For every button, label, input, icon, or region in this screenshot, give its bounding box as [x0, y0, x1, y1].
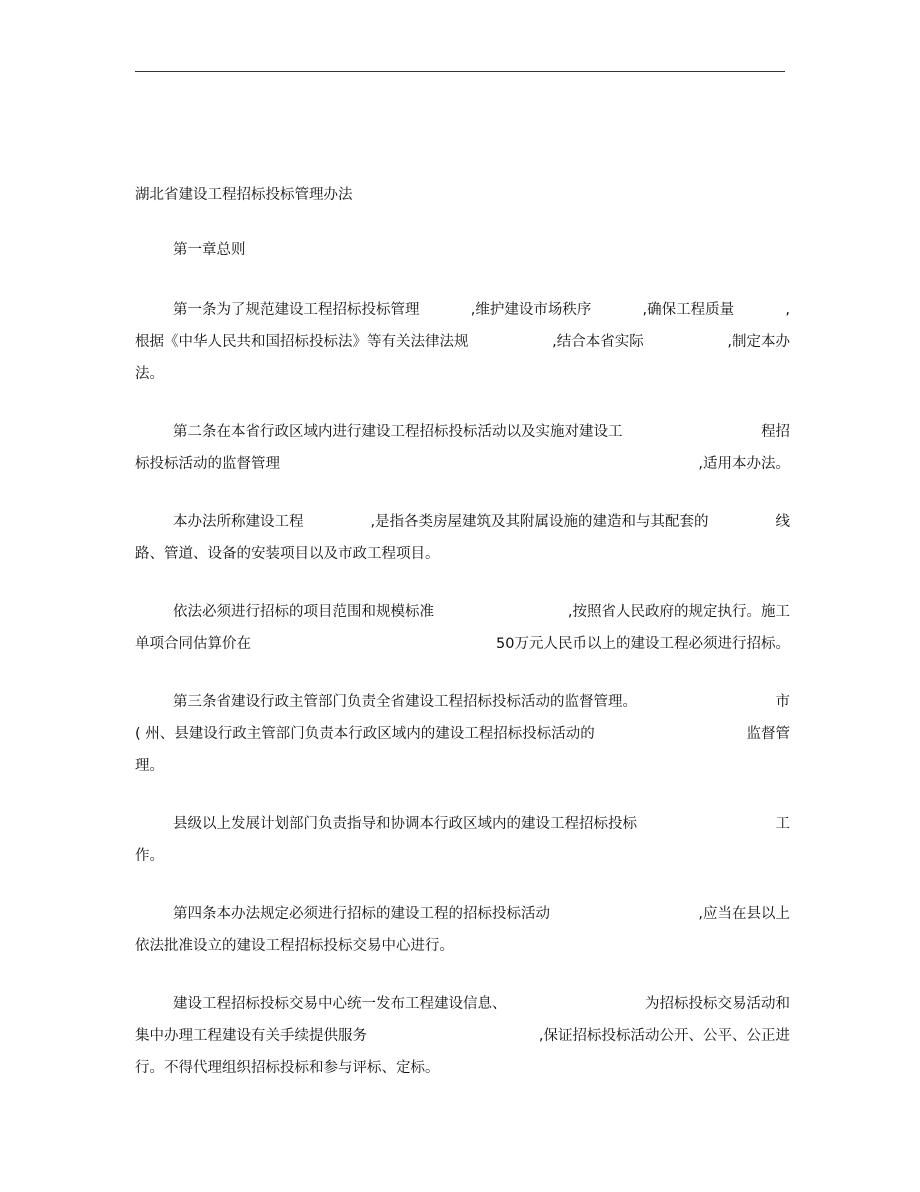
text-line — [135, 1020, 790, 1052]
text-segment: 根据《中华人民共和国招标投标法》等有关法律法规 — [135, 334, 469, 350]
paragraph — [135, 988, 790, 1084]
text-segment: ,制定本办 — [727, 334, 790, 350]
text-segment: 标投标活动的监督管理 — [135, 456, 280, 472]
paragraph — [135, 596, 790, 660]
text-line — [135, 506, 790, 538]
text-segment: 市 — [775, 694, 790, 710]
text-segment: 第一条为了规范建设工程招标投标管理 — [173, 302, 420, 318]
text-segment: 第二条在本省行政区域内进行建设工程招标投标活动以及实施对建设工 — [173, 424, 623, 440]
text-segment: 程招 — [761, 424, 790, 440]
text-segment: ,结合本省实际 — [552, 334, 644, 350]
document-title: 湖北省建设工程招标投标管理办法 — [135, 187, 353, 203]
text-line — [135, 538, 790, 570]
text-segment: 作。 — [135, 848, 164, 864]
text-segment: 单项合同估算价在 — [135, 636, 251, 652]
text-segment: ,维护建设市场秩序 — [470, 302, 592, 318]
text-segment: 监督管 — [746, 726, 790, 742]
text-segment: 行。不得代理组织招标投标和参与评标、定标。 — [135, 1060, 440, 1076]
text-segment: ,保证招标投标活动公开、公平、公正进 — [538, 1028, 790, 1044]
document-body — [135, 184, 790, 1110]
text-segment: ( 州、县建设行政主管部门负责本行政区域内的建设工程招标投标活动的 — [135, 726, 595, 742]
paragraph — [135, 294, 790, 390]
text-segment: 集中办理工程建设有关手续提供服务 — [135, 1028, 367, 1044]
text-segment: ,确保工程质量 — [642, 302, 735, 318]
paragraph — [135, 898, 790, 962]
text-segment: 理。 — [135, 758, 164, 774]
text-line — [135, 596, 790, 628]
paragraph — [135, 416, 790, 480]
paragraph — [135, 808, 790, 872]
text-line — [135, 808, 790, 840]
text-segment: 依法必须进行招标的项目范围和规模标准 — [173, 604, 434, 620]
text-line — [135, 898, 790, 930]
text-segment: ,按照省人民政府的规定执行。施工 — [567, 604, 790, 620]
text-line — [135, 750, 790, 782]
text-line — [135, 448, 790, 480]
text-segment: 依法批准设立的建设工程招标投标交易中心进行。 — [135, 938, 454, 954]
text-line — [135, 628, 790, 660]
text-segment: 建设工程招标投标交易中心统一发布工程建设信息、 — [173, 996, 507, 1012]
chapter-heading: 第一章总则 — [173, 242, 246, 258]
text-segment: 法。 — [135, 366, 164, 382]
text-segment: ,应当在县以上 — [698, 906, 790, 922]
text-line — [135, 358, 790, 390]
text-line — [135, 294, 790, 326]
paragraph — [135, 506, 790, 570]
paragraph — [135, 686, 790, 782]
text-line — [135, 718, 790, 750]
text-segment: 县级以上发展计划部门负责指导和协调本行政区域内的建设工程招标投标 — [173, 816, 637, 832]
text-segment: 第四条本办法规定必须进行招标的建设工程的招标投标活动 — [173, 906, 550, 922]
text-segment: 线 — [775, 514, 790, 530]
text-segment: 工 — [775, 816, 790, 832]
header-rule — [135, 71, 785, 72]
text-segment: 本办法所称建设工程 — [173, 514, 304, 530]
text-line — [135, 416, 790, 448]
text-line — [135, 686, 790, 718]
text-line — [135, 326, 790, 358]
text-segment: ,适用本办法。 — [698, 456, 790, 472]
text-line — [135, 840, 790, 872]
text-segment: 50万元人民币以上的建设工程必须进行招标。 — [496, 636, 790, 652]
text-segment: , — [785, 302, 790, 318]
text-line — [135, 930, 790, 962]
text-segment: 为招标投标交易活动和 — [645, 996, 790, 1012]
text-line — [135, 988, 790, 1020]
text-segment: 第三条省建设行政主管部门负责全省建设工程招标投标活动的监督管理。 — [173, 694, 637, 710]
text-line — [135, 1052, 790, 1084]
text-segment: 路、管道、设备的安装项目以及市政工程项目。 — [135, 546, 440, 562]
text-segment: ,是指各类房屋建筑及其附属设施的建造和与其配套的 — [370, 514, 709, 530]
paragraph-list — [135, 294, 790, 1084]
